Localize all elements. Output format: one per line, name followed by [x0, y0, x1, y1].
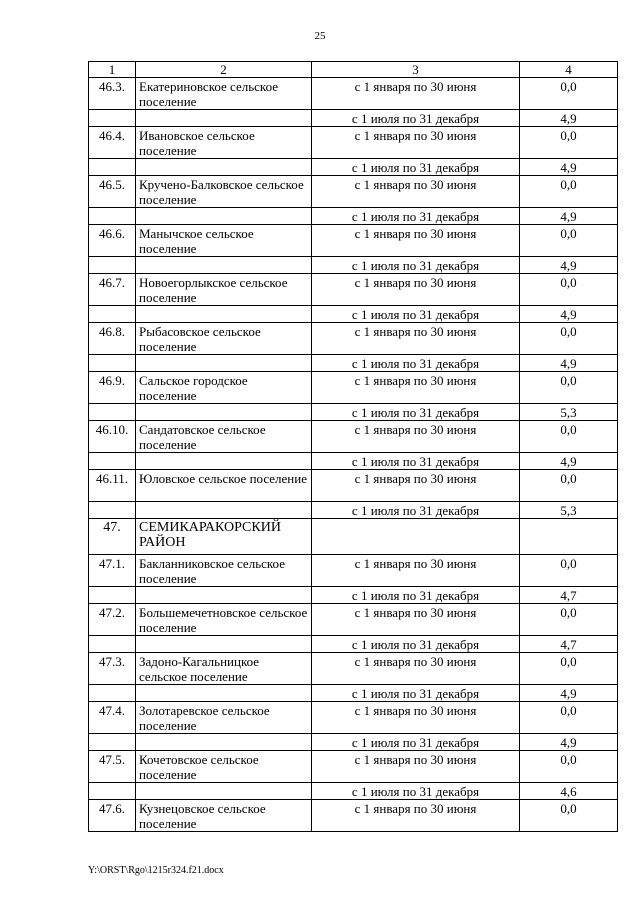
row-number-empty — [89, 636, 136, 653]
value-first-half: 0,0 — [520, 421, 618, 453]
settlement-name-empty — [136, 257, 312, 274]
period-second-half: с 1 июля по 31 декабря — [312, 783, 520, 800]
table-row — [89, 323, 618, 355]
value-second-half: 4,9 — [520, 306, 618, 323]
settlement-name: Кочетовское сельское поселение — [136, 751, 312, 783]
table-row — [89, 653, 618, 685]
period-first-half: с 1 января по 30 июня — [312, 800, 520, 832]
settlement-name: Кручено-Балковское сельское поселение — [136, 176, 312, 208]
district-row — [89, 519, 618, 555]
header-col-2: 2 — [136, 62, 312, 78]
value-second-half: 5,3 — [520, 502, 618, 519]
period-second-half: с 1 июля по 31 декабря — [312, 453, 520, 470]
table-row — [89, 421, 618, 453]
value-second-half: 4,9 — [520, 685, 618, 702]
value-second-half: 4,9 — [520, 453, 618, 470]
value-second-half: 4,7 — [520, 636, 618, 653]
row-number: 46.7. — [89, 274, 136, 306]
table-row — [89, 470, 618, 502]
row-number: 46.8. — [89, 323, 136, 355]
header-col-4: 4 — [520, 62, 618, 78]
value-first-half: 0,0 — [520, 653, 618, 685]
tariff-table — [88, 61, 618, 832]
settlement-name-empty — [136, 783, 312, 800]
period-first-half: с 1 января по 30 июня — [312, 702, 520, 734]
table-row — [89, 685, 618, 702]
settlement-name: Бакланниковское сельское поселение — [136, 555, 312, 587]
row-number-empty — [89, 734, 136, 751]
value-first-half: 0,0 — [520, 176, 618, 208]
period-first-half: с 1 января по 30 июня — [312, 372, 520, 404]
value-first-half: 0,0 — [520, 323, 618, 355]
row-number-empty — [89, 502, 136, 519]
settlement-name-empty — [136, 306, 312, 323]
period-first-half: с 1 января по 30 июня — [312, 604, 520, 636]
settlement-name: Юловское сельское поселение — [136, 470, 312, 502]
period-second-half: с 1 июля по 31 декабря — [312, 159, 520, 176]
period-first-half: с 1 января по 30 июня — [312, 78, 520, 110]
settlement-name: Рыбасовское сельское поселение — [136, 323, 312, 355]
period-first-half: с 1 января по 30 июня — [312, 176, 520, 208]
value-first-half: 0,0 — [520, 274, 618, 306]
settlement-name: Манычское сельское поселение — [136, 225, 312, 257]
period-first-half: с 1 января по 30 июня — [312, 421, 520, 453]
table-row — [89, 604, 618, 636]
period-first-half: с 1 января по 30 июня — [312, 751, 520, 783]
row-number: 46.9. — [89, 372, 136, 404]
row-number: 46.3. — [89, 78, 136, 110]
row-number-empty — [89, 110, 136, 127]
period-first-half: с 1 января по 30 июня — [312, 555, 520, 587]
period-first-half: с 1 января по 30 июня — [312, 470, 520, 502]
value-first-half: 0,0 — [520, 78, 618, 110]
header-col-1: 1 — [89, 62, 136, 78]
value-second-half: 5,3 — [520, 404, 618, 421]
period-first-half: с 1 января по 30 июня — [312, 274, 520, 306]
table-row — [89, 110, 618, 127]
row-number-empty — [89, 159, 136, 176]
period-first-half: с 1 января по 30 июня — [312, 653, 520, 685]
period-second-half: с 1 июля по 31 декабря — [312, 734, 520, 751]
district-period-empty — [312, 519, 520, 555]
period-second-half: с 1 июля по 31 декабря — [312, 110, 520, 127]
row-number-empty — [89, 453, 136, 470]
settlement-name: Новоегорлыкское сельское поселение — [136, 274, 312, 306]
page-number: 25 — [314, 30, 326, 42]
table-row — [89, 502, 618, 519]
table-row — [89, 800, 618, 832]
period-first-half: с 1 января по 30 июня — [312, 127, 520, 159]
value-first-half: 0,0 — [520, 604, 618, 636]
period-first-half: с 1 января по 30 июня — [312, 323, 520, 355]
row-number-empty — [89, 208, 136, 225]
settlement-name: Кузнецовское сельское поселение — [136, 800, 312, 832]
table-row — [89, 225, 618, 257]
row-number: 46.10. — [89, 421, 136, 453]
value-second-half: 4,7 — [520, 587, 618, 604]
value-first-half: 0,0 — [520, 800, 618, 832]
table-header-row — [89, 62, 618, 78]
settlement-name: Сальское городское поселение — [136, 372, 312, 404]
table-row — [89, 78, 618, 110]
row-number-empty — [89, 306, 136, 323]
district-number: 47. — [89, 519, 136, 555]
settlement-name: Большемечетновское сельское поселение — [136, 604, 312, 636]
value-first-half: 0,0 — [520, 372, 618, 404]
table-row — [89, 372, 618, 404]
table-row — [89, 751, 618, 783]
settlement-name-empty — [136, 587, 312, 604]
row-number: 47.1. — [89, 555, 136, 587]
district-name: СЕМИКАРАКОРСКИЙ РАЙОН — [136, 519, 312, 555]
period-second-half: с 1 июля по 31 декабря — [312, 636, 520, 653]
table-row — [89, 587, 618, 604]
settlement-name: Екатериновское сельское поселение — [136, 78, 312, 110]
table-row — [89, 127, 618, 159]
table-row — [89, 257, 618, 274]
period-second-half: с 1 июля по 31 декабря — [312, 404, 520, 421]
row-number: 47.3. — [89, 653, 136, 685]
period-second-half: с 1 июля по 31 декабря — [312, 587, 520, 604]
row-number: 47.4. — [89, 702, 136, 734]
table-row — [89, 636, 618, 653]
settlement-name: Задоно-Кагальницкое сельское поселение — [136, 653, 312, 685]
table-row — [89, 404, 618, 421]
value-first-half: 0,0 — [520, 555, 618, 587]
settlement-name-empty — [136, 685, 312, 702]
value-second-half: 4,9 — [520, 355, 618, 372]
table-row — [89, 306, 618, 323]
row-number: 47.2. — [89, 604, 136, 636]
row-number: 46.5. — [89, 176, 136, 208]
table-row — [89, 208, 618, 225]
period-second-half: с 1 июля по 31 декабря — [312, 355, 520, 372]
value-first-half: 0,0 — [520, 470, 618, 502]
row-number-empty — [89, 404, 136, 421]
settlement-name-empty — [136, 110, 312, 127]
row-number-empty — [89, 257, 136, 274]
row-number: 47.5. — [89, 751, 136, 783]
settlement-name-empty — [136, 404, 312, 421]
row-number-empty — [89, 685, 136, 702]
settlement-name-empty — [136, 453, 312, 470]
table-row — [89, 453, 618, 470]
value-second-half: 4,6 — [520, 783, 618, 800]
value-first-half: 0,0 — [520, 225, 618, 257]
settlement-name-empty — [136, 355, 312, 372]
period-second-half: с 1 июля по 31 декабря — [312, 306, 520, 323]
row-number-empty — [89, 783, 136, 800]
row-number-empty — [89, 587, 136, 604]
value-second-half: 4,9 — [520, 208, 618, 225]
row-number: 46.4. — [89, 127, 136, 159]
period-second-half: с 1 июля по 31 декабря — [312, 502, 520, 519]
value-second-half: 4,9 — [520, 110, 618, 127]
period-second-half: с 1 июля по 31 декабря — [312, 685, 520, 702]
settlement-name: Ивановское сельское поселение — [136, 127, 312, 159]
row-number: 46.6. — [89, 225, 136, 257]
value-first-half: 0,0 — [520, 751, 618, 783]
settlement-name: Золотаревское сельское поселение — [136, 702, 312, 734]
table-row — [89, 274, 618, 306]
table-row — [89, 555, 618, 587]
file-path-footer: Y:\ORST\Rgo\1215r324.f21.docx — [88, 865, 224, 876]
row-number: 46.11. — [89, 470, 136, 502]
settlement-name-empty — [136, 734, 312, 751]
period-second-half: с 1 июля по 31 декабря — [312, 257, 520, 274]
value-second-half: 4,9 — [520, 159, 618, 176]
district-value-empty — [520, 519, 618, 555]
value-first-half: 0,0 — [520, 702, 618, 734]
settlement-name-empty — [136, 502, 312, 519]
table-row — [89, 176, 618, 208]
table-row — [89, 355, 618, 372]
table-row — [89, 702, 618, 734]
table-row — [89, 159, 618, 176]
value-second-half: 4,9 — [520, 734, 618, 751]
period-second-half: с 1 июля по 31 декабря — [312, 208, 520, 225]
settlement-name-empty — [136, 208, 312, 225]
value-first-half: 0,0 — [520, 127, 618, 159]
table-row — [89, 783, 618, 800]
period-first-half: с 1 января по 30 июня — [312, 225, 520, 257]
settlement-name-empty — [136, 159, 312, 176]
table-row — [89, 734, 618, 751]
row-number: 47.6. — [89, 800, 136, 832]
row-number-empty — [89, 355, 136, 372]
value-second-half: 4,9 — [520, 257, 618, 274]
header-col-3: 3 — [312, 62, 520, 78]
settlement-name-empty — [136, 636, 312, 653]
settlement-name: Сандатовское сельское поселение — [136, 421, 312, 453]
